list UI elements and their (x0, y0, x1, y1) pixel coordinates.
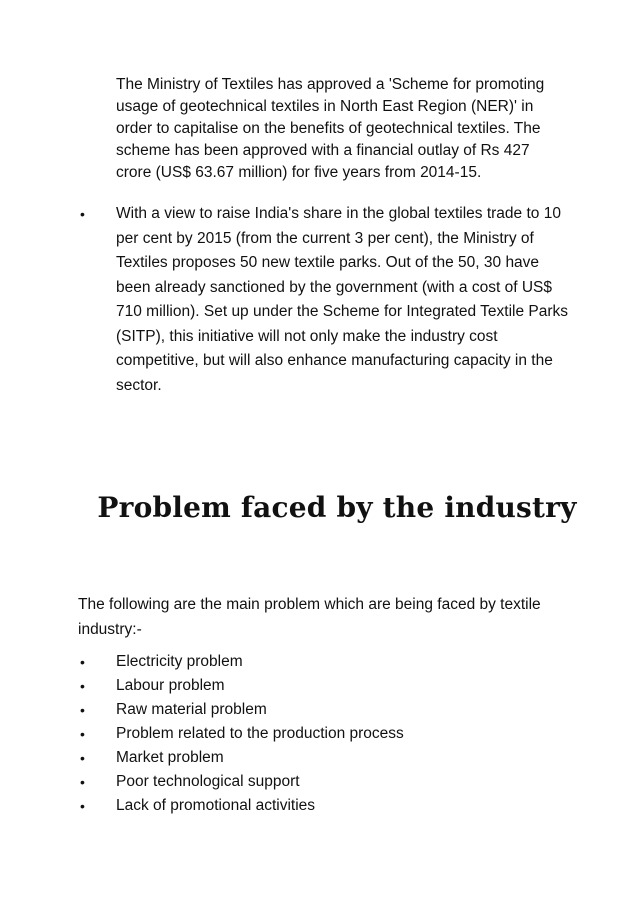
bullet-icon: • (80, 654, 85, 670)
list-item (80, 794, 570, 818)
list-item (80, 722, 570, 746)
problem-text: Electricity problem (116, 653, 243, 670)
textile-parks-text: With a view to raise India's share in the global textiles trade to 10 per cent by 2015 (from the current 3 per cent), the Ministry of Textiles proposes 50 new textile parks. Out of the 50, 30 have been already sanctioned by the government (with a cost of US$ 710 million). Set up under the Scheme for Integrated Textile Parks (SITP), this initiative will not only make the industry cost competitive, but will also enhance manufacturing capacity in the sector. (116, 205, 569, 394)
intro-paragraph: The following are the main problem which are being faced by textile industry:- (78, 596, 541, 638)
problem-text: Poor technological support (116, 773, 300, 790)
problem-text: Problem related to the production process (116, 725, 404, 742)
problem-text: Raw material problem (116, 701, 267, 718)
bullet-icon: • (80, 702, 85, 718)
bullet-icon: • (80, 206, 85, 222)
problem-text: Market problem (116, 749, 224, 766)
bullet-icon: • (80, 798, 85, 814)
list-item (80, 770, 570, 794)
section-heading: Problem faced by the industry (97, 491, 577, 524)
problem-text: Labour problem (116, 677, 225, 694)
textile-parks-list (80, 202, 570, 398)
list-item (80, 674, 570, 698)
scheme-paragraph: The Ministry of Textiles has approved a 'Scheme for promoting usage of geotechnical textiles in North East Region (NER)' in order to capitalise on the benefits of geotechnical textiles. The scheme has been approved with a financial outlay of Rs 427 crore (US$ 63.67 million) for five years from 2014-15. (116, 76, 545, 181)
problem-list (80, 650, 570, 818)
list-item (80, 698, 570, 722)
bullet-icon: • (80, 750, 85, 766)
bullet-icon: • (80, 726, 85, 742)
bullet-icon: • (80, 774, 85, 790)
list-item (80, 202, 570, 398)
list-item (80, 746, 570, 770)
bullet-icon: • (80, 678, 85, 694)
problem-text: Lack of promotional activities (116, 797, 316, 814)
list-item (80, 650, 570, 674)
